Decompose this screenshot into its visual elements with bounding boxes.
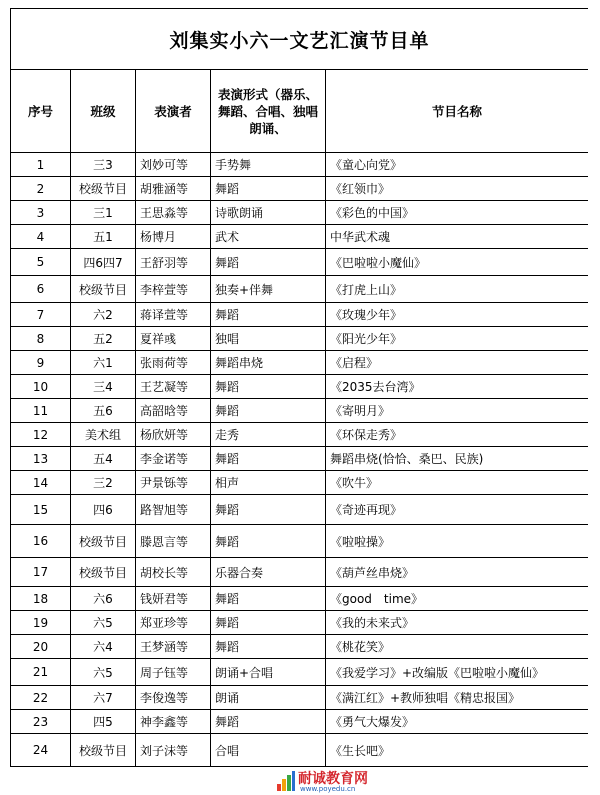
cell-index: 8 xyxy=(11,327,71,351)
cell-index: 12 xyxy=(11,423,71,447)
cell-index: 7 xyxy=(11,303,71,327)
cell-form: 舞蹈 xyxy=(211,495,326,525)
cell-form: 舞蹈 xyxy=(211,587,326,611)
cell-program: 《启程》 xyxy=(326,351,589,375)
cell-class: 五2 xyxy=(71,327,136,351)
cell-class: 六5 xyxy=(71,659,136,686)
cell-performer: 蒋译萱等 xyxy=(136,303,211,327)
cell-class: 六6 xyxy=(71,587,136,611)
cell-program: 《勇气大爆发》 xyxy=(326,710,589,734)
cell-form: 舞蹈 xyxy=(211,249,326,276)
cell-program: 《我爱学习》+改编版《巴啦啦小魔仙》 xyxy=(326,659,589,686)
cell-form: 舞蹈 xyxy=(211,447,326,471)
cell-index: 4 xyxy=(11,225,71,249)
table-row xyxy=(11,447,589,471)
header-form: 表演形式（器乐、舞蹈、合唱、独唱朗诵、 xyxy=(211,70,326,153)
cell-class: 四6 xyxy=(71,495,136,525)
cell-performer: 刘子沫等 xyxy=(136,734,211,767)
cell-program: 《奇迹再现》 xyxy=(326,495,589,525)
cell-performer: 高韶晗等 xyxy=(136,399,211,423)
cell-class: 三3 xyxy=(71,153,136,177)
table-row xyxy=(11,225,589,249)
cell-form: 乐器合奏 xyxy=(211,558,326,587)
cell-program: 《葫芦丝串烧》 xyxy=(326,558,589,587)
cell-form: 舞蹈 xyxy=(211,611,326,635)
cell-index: 15 xyxy=(11,495,71,525)
cell-performer: 滕恩言等 xyxy=(136,525,211,558)
table-row xyxy=(11,587,589,611)
table-row xyxy=(11,303,589,327)
table-row xyxy=(11,201,589,225)
cell-class: 五6 xyxy=(71,399,136,423)
table-row xyxy=(11,734,589,767)
cell-class: 校级节目 xyxy=(71,558,136,587)
cell-class: 六1 xyxy=(71,351,136,375)
cell-form: 朗诵 xyxy=(211,686,326,710)
cell-class: 美术组 xyxy=(71,423,136,447)
watermark xyxy=(272,768,392,795)
cell-form: 朗诵+合唱 xyxy=(211,659,326,686)
table-row xyxy=(11,177,589,201)
cell-program: 舞蹈串烧(恰恰、桑巴、民族) xyxy=(326,447,589,471)
cell-index: 19 xyxy=(11,611,71,635)
cell-index: 21 xyxy=(11,659,71,686)
cell-program: 《环保走秀》 xyxy=(326,423,589,447)
table-row xyxy=(11,375,589,399)
cell-form: 走秀 xyxy=(211,423,326,447)
cell-index: 10 xyxy=(11,375,71,399)
table-row xyxy=(11,249,589,276)
cell-class: 六4 xyxy=(71,635,136,659)
cell-class: 五1 xyxy=(71,225,136,249)
cell-program: 《生长吧》 xyxy=(326,734,589,767)
cell-class: 三2 xyxy=(71,471,136,495)
cell-performer: 尹景铄等 xyxy=(136,471,211,495)
cell-index: 3 xyxy=(11,201,71,225)
table-row xyxy=(11,525,589,558)
cell-performer: 郑亚珍等 xyxy=(136,611,211,635)
cell-index: 22 xyxy=(11,686,71,710)
cell-performer: 胡校长等 xyxy=(136,558,211,587)
cell-performer: 刘妙可等 xyxy=(136,153,211,177)
cell-form: 合唱 xyxy=(211,734,326,767)
table-row xyxy=(11,635,589,659)
table-row xyxy=(11,686,589,710)
table-row xyxy=(11,351,589,375)
cell-form: 武术 xyxy=(211,225,326,249)
cell-form: 舞蹈 xyxy=(211,375,326,399)
cell-form: 舞蹈 xyxy=(211,303,326,327)
cell-performer: 路智旭等 xyxy=(136,495,211,525)
cell-form: 舞蹈 xyxy=(211,399,326,423)
cell-class: 六5 xyxy=(71,611,136,635)
cell-index: 5 xyxy=(11,249,71,276)
cell-program: 《good time》 xyxy=(326,587,589,611)
cell-form: 相声 xyxy=(211,471,326,495)
cell-performer: 钱妍君等 xyxy=(136,587,211,611)
cell-class: 校级节目 xyxy=(71,177,136,201)
cell-performer: 王舒羽等 xyxy=(136,249,211,276)
watermark-logo-icon xyxy=(276,770,296,792)
cell-index: 16 xyxy=(11,525,71,558)
cell-performer: 李俊逸等 xyxy=(136,686,211,710)
cell-performer: 李金诺等 xyxy=(136,447,211,471)
cell-performer: 夏祥彧 xyxy=(136,327,211,351)
cell-class: 校级节目 xyxy=(71,734,136,767)
cell-class: 三1 xyxy=(71,201,136,225)
title-row xyxy=(11,9,589,70)
cell-class: 五4 xyxy=(71,447,136,471)
table-row xyxy=(11,399,589,423)
cell-performer: 胡雅涵等 xyxy=(136,177,211,201)
cell-index: 9 xyxy=(11,351,71,375)
table-row xyxy=(11,423,589,447)
program-sheet xyxy=(10,8,588,795)
cell-program: 中华武术魂 xyxy=(326,225,589,249)
cell-performer: 周子钰等 xyxy=(136,659,211,686)
cell-performer: 神李鑫等 xyxy=(136,710,211,734)
cell-performer: 杨博月 xyxy=(136,225,211,249)
cell-performer: 王思淼等 xyxy=(136,201,211,225)
cell-form: 舞蹈 xyxy=(211,177,326,201)
table-row xyxy=(11,276,589,303)
cell-performer: 李梓萱等 xyxy=(136,276,211,303)
header-index: 序号 xyxy=(11,70,71,153)
cell-index: 24 xyxy=(11,734,71,767)
watermark-name: 耐诚教育网 xyxy=(298,771,368,787)
cell-index: 23 xyxy=(11,710,71,734)
cell-form: 独唱 xyxy=(211,327,326,351)
cell-class: 四6四7 xyxy=(71,249,136,276)
cell-performer: 杨欣妍等 xyxy=(136,423,211,447)
cell-form: 诗歌朗诵 xyxy=(211,201,326,225)
cell-class: 六7 xyxy=(71,686,136,710)
cell-index: 13 xyxy=(11,447,71,471)
cell-program: 《巴啦啦小魔仙》 xyxy=(326,249,589,276)
table-row xyxy=(11,558,589,587)
table-row xyxy=(11,327,589,351)
cell-program: 《阳光少年》 xyxy=(326,327,589,351)
cell-form: 舞蹈 xyxy=(211,525,326,558)
cell-index: 17 xyxy=(11,558,71,587)
cell-index: 1 xyxy=(11,153,71,177)
cell-class: 四5 xyxy=(71,710,136,734)
cell-program: 《彩色的中国》 xyxy=(326,201,589,225)
cell-form: 舞蹈串烧 xyxy=(211,351,326,375)
header-row xyxy=(11,70,589,153)
cell-index: 18 xyxy=(11,587,71,611)
header-program: 节目名称 xyxy=(326,70,589,153)
cell-index: 2 xyxy=(11,177,71,201)
cell-program: 《玫瑰少年》 xyxy=(326,303,589,327)
cell-class: 校级节目 xyxy=(71,276,136,303)
cell-form: 独奏+伴舞 xyxy=(211,276,326,303)
cell-form: 舞蹈 xyxy=(211,635,326,659)
cell-form: 舞蹈 xyxy=(211,710,326,734)
table-row xyxy=(11,659,589,686)
cell-performer: 张雨荷等 xyxy=(136,351,211,375)
cell-program: 《满江红》+教师独唱《精忠报国》 xyxy=(326,686,589,710)
cell-program: 《桃花笑》 xyxy=(326,635,589,659)
cell-program: 《童心向党》 xyxy=(326,153,589,177)
table-row xyxy=(11,471,589,495)
cell-index: 20 xyxy=(11,635,71,659)
cell-performer: 王梦涵等 xyxy=(136,635,211,659)
cell-program: 《寄明月》 xyxy=(326,399,589,423)
cell-class: 校级节目 xyxy=(71,525,136,558)
cell-class: 三4 xyxy=(71,375,136,399)
table-row xyxy=(11,153,589,177)
cell-program: 《红领巾》 xyxy=(326,177,589,201)
cell-index: 14 xyxy=(11,471,71,495)
cell-program: 《打虎上山》 xyxy=(326,276,589,303)
cell-program: 《吹牛》 xyxy=(326,471,589,495)
cell-class: 六2 xyxy=(71,303,136,327)
header-class: 班级 xyxy=(71,70,136,153)
cell-program: 《我的未来式》 xyxy=(326,611,589,635)
table-row xyxy=(11,710,589,734)
cell-program: 《啦啦操》 xyxy=(326,525,589,558)
document-title: 刘集实小六一文艺汇演节目单 xyxy=(11,9,589,70)
header-performer: 表演者 xyxy=(136,70,211,153)
cell-index: 6 xyxy=(11,276,71,303)
table-row xyxy=(11,495,589,525)
watermark-url: www.poyedu.cn xyxy=(300,785,356,793)
cell-performer: 王艺凝等 xyxy=(136,375,211,399)
table-row xyxy=(11,611,589,635)
cell-form: 手势舞 xyxy=(211,153,326,177)
cell-program: 《2035去台湾》 xyxy=(326,375,589,399)
program-table xyxy=(10,8,588,767)
cell-index: 11 xyxy=(11,399,71,423)
